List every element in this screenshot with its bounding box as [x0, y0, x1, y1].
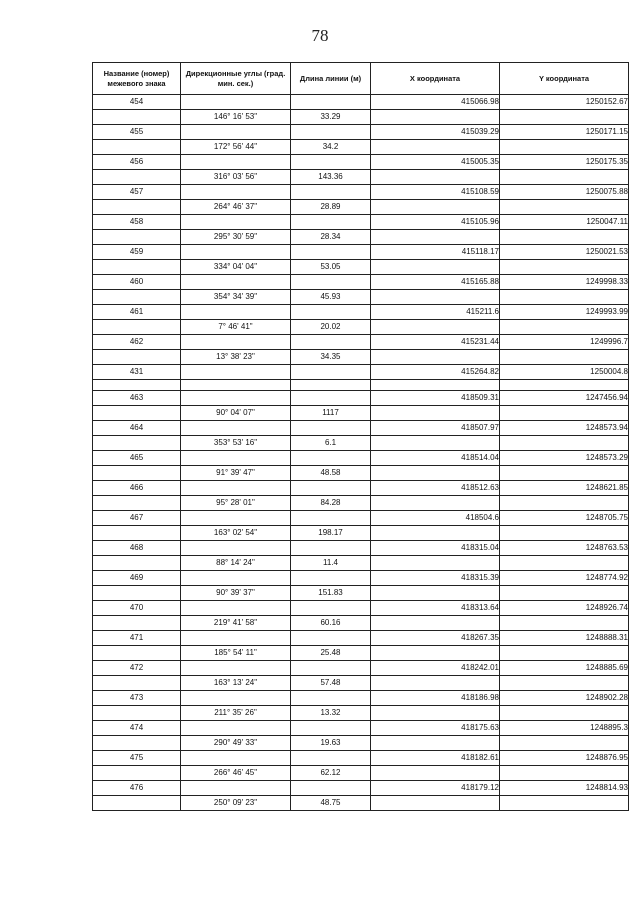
marker-name: 468: [93, 541, 181, 556]
empty-cell: [371, 586, 500, 601]
empty-cell: [181, 125, 291, 140]
point-row: [93, 451, 629, 466]
x-coordinate: 415066.98: [371, 95, 500, 110]
x-coordinate: 415005.35: [371, 155, 500, 170]
line-length: 57.48: [291, 676, 371, 691]
empty-cell: [291, 95, 371, 110]
empty-cell: [500, 796, 629, 811]
point-row: [93, 571, 629, 586]
empty-cell: [93, 406, 181, 421]
point-row: [93, 421, 629, 436]
empty-cell: [500, 380, 629, 391]
empty-cell: [93, 556, 181, 571]
empty-cell: [500, 140, 629, 155]
empty-cell: [500, 436, 629, 451]
segment-row: [93, 466, 629, 481]
point-row: [93, 391, 629, 406]
line-length: 34.2: [291, 140, 371, 155]
point-row: [93, 481, 629, 496]
point-row: [93, 245, 629, 260]
x-coordinate: 418512.63: [371, 481, 500, 496]
empty-cell: [500, 290, 629, 305]
empty-cell: [181, 751, 291, 766]
segment-row: [93, 616, 629, 631]
empty-cell: [371, 380, 500, 391]
point-row: [93, 541, 629, 556]
empty-cell: [93, 140, 181, 155]
y-coordinate: 1249993.99: [500, 305, 629, 320]
y-coordinate: 1248573.94: [500, 421, 629, 436]
empty-cell: [181, 421, 291, 436]
empty-cell: [181, 391, 291, 406]
y-coordinate: 1248573.29: [500, 451, 629, 466]
line-length: 19.63: [291, 736, 371, 751]
marker-name: 467: [93, 511, 181, 526]
empty-cell: [500, 230, 629, 245]
segment-row: [93, 736, 629, 751]
empty-cell: [371, 466, 500, 481]
x-coordinate: 415165.88: [371, 275, 500, 290]
empty-cell: [500, 676, 629, 691]
empty-cell: [500, 736, 629, 751]
segment-row: [93, 110, 629, 125]
line-length: 28.89: [291, 200, 371, 215]
x-coordinate: 415231.44: [371, 335, 500, 350]
empty-cell: [93, 466, 181, 481]
empty-cell: [291, 380, 371, 391]
marker-name: 470: [93, 601, 181, 616]
point-row: [93, 365, 629, 380]
x-coordinate: 415211.6: [371, 305, 500, 320]
y-coordinate: 1250004.8: [500, 365, 629, 380]
empty-cell: [291, 125, 371, 140]
empty-cell: [371, 350, 500, 365]
y-coordinate: 1248621.85: [500, 481, 629, 496]
page-number: 78: [311, 26, 329, 45]
segment-row: [93, 496, 629, 511]
point-row: [93, 95, 629, 110]
empty-cell: [371, 290, 500, 305]
empty-cell: [181, 541, 291, 556]
empty-cell: [93, 616, 181, 631]
y-coordinate: 1248885.69: [500, 661, 629, 676]
empty-cell: [371, 496, 500, 511]
empty-cell: [181, 691, 291, 706]
empty-cell: [181, 661, 291, 676]
empty-cell: [291, 601, 371, 616]
point-row: [93, 601, 629, 616]
x-coordinate: 415108.59: [371, 185, 500, 200]
x-coordinate: 418315.04: [371, 541, 500, 556]
empty-cell: [371, 406, 500, 421]
empty-cell: [291, 691, 371, 706]
header-x-coordinate: X координата: [371, 63, 500, 95]
x-coordinate: 418242.01: [371, 661, 500, 676]
empty-cell: [371, 796, 500, 811]
marker-name: 473: [93, 691, 181, 706]
empty-cell: [371, 260, 500, 275]
empty-cell: [181, 245, 291, 260]
x-coordinate: 418507.97: [371, 421, 500, 436]
segment-row: [93, 706, 629, 721]
empty-cell: [500, 466, 629, 481]
segment-row: [93, 436, 629, 451]
empty-cell: [500, 350, 629, 365]
empty-cell: [371, 646, 500, 661]
directional-angle: 316° 03' 56": [181, 170, 291, 185]
group-separator-row: [93, 380, 629, 391]
empty-cell: [93, 380, 181, 391]
empty-cell: [181, 185, 291, 200]
line-length: 143.36: [291, 170, 371, 185]
empty-cell: [93, 230, 181, 245]
empty-cell: [93, 646, 181, 661]
directional-angle: 219° 41' 58": [181, 616, 291, 631]
empty-cell: [500, 556, 629, 571]
y-coordinate: 1250175.35: [500, 155, 629, 170]
line-length: 11.4: [291, 556, 371, 571]
segment-row: [93, 406, 629, 421]
empty-cell: [371, 140, 500, 155]
marker-name: 474: [93, 721, 181, 736]
empty-cell: [93, 706, 181, 721]
y-coordinate: 1250075.88: [500, 185, 629, 200]
empty-cell: [371, 436, 500, 451]
y-coordinate: 1248774.92: [500, 571, 629, 586]
empty-cell: [181, 365, 291, 380]
empty-cell: [371, 200, 500, 215]
y-coordinate: 1250047.11: [500, 215, 629, 230]
empty-cell: [500, 496, 629, 511]
empty-cell: [93, 796, 181, 811]
marker-name: 456: [93, 155, 181, 170]
empty-cell: [93, 290, 181, 305]
empty-cell: [371, 230, 500, 245]
empty-cell: [291, 275, 371, 290]
segment-row: [93, 350, 629, 365]
x-coordinate: 418186.98: [371, 691, 500, 706]
y-coordinate: 1248705.75: [500, 511, 629, 526]
empty-cell: [371, 110, 500, 125]
line-length: 13.32: [291, 706, 371, 721]
y-coordinate: 1250152.67: [500, 95, 629, 110]
empty-cell: [291, 365, 371, 380]
empty-cell: [181, 380, 291, 391]
directional-angle: 163° 02' 54": [181, 526, 291, 541]
directional-angle: 7° 46' 41": [181, 320, 291, 335]
empty-cell: [181, 511, 291, 526]
empty-cell: [371, 556, 500, 571]
point-row: [93, 751, 629, 766]
empty-cell: [291, 335, 371, 350]
marker-name: 460: [93, 275, 181, 290]
empty-cell: [93, 586, 181, 601]
directional-angle: 266° 46' 45": [181, 766, 291, 781]
line-length: 25.48: [291, 646, 371, 661]
point-row: [93, 721, 629, 736]
segment-row: [93, 320, 629, 335]
empty-cell: [181, 781, 291, 796]
line-length: 1117: [291, 406, 371, 421]
boundary-coordinates-table: [92, 62, 629, 811]
empty-cell: [500, 646, 629, 661]
empty-cell: [291, 185, 371, 200]
directional-angle: 295° 30' 59": [181, 230, 291, 245]
empty-cell: [93, 526, 181, 541]
marker-name: 466: [93, 481, 181, 496]
empty-cell: [500, 766, 629, 781]
directional-angle: 211° 35' 26": [181, 706, 291, 721]
x-coordinate: 418514.04: [371, 451, 500, 466]
directional-angle: 353° 53' 16": [181, 436, 291, 451]
directional-angle: 172° 56' 44": [181, 140, 291, 155]
marker-name: 459: [93, 245, 181, 260]
segment-row: [93, 200, 629, 215]
empty-cell: [93, 170, 181, 185]
segment-row: [93, 646, 629, 661]
empty-cell: [181, 95, 291, 110]
point-row: [93, 781, 629, 796]
marker-name: 476: [93, 781, 181, 796]
y-coordinate: 1248876.95: [500, 751, 629, 766]
header-directional-angle: Дирекционные углы (град. мин. сек.): [181, 63, 291, 95]
marker-name: 457: [93, 185, 181, 200]
line-length: 34.35: [291, 350, 371, 365]
empty-cell: [93, 766, 181, 781]
line-length: 45.93: [291, 290, 371, 305]
directional-angle: 290° 49' 33": [181, 736, 291, 751]
directional-angle: 88° 14' 24": [181, 556, 291, 571]
segment-row: [93, 556, 629, 571]
empty-cell: [291, 155, 371, 170]
point-row: [93, 691, 629, 706]
empty-cell: [291, 631, 371, 646]
directional-angle: 90° 04' 07": [181, 406, 291, 421]
marker-name: 475: [93, 751, 181, 766]
x-coordinate: 418182.61: [371, 751, 500, 766]
empty-cell: [181, 571, 291, 586]
empty-cell: [93, 200, 181, 215]
y-coordinate: 1248902.28: [500, 691, 629, 706]
x-coordinate: 418315.39: [371, 571, 500, 586]
header-marker-name: Название (номер) межевого знака: [93, 63, 181, 95]
empty-cell: [500, 320, 629, 335]
directional-angle: 13° 38' 23": [181, 350, 291, 365]
directional-angle: 354° 34' 39": [181, 290, 291, 305]
marker-name: 463: [93, 391, 181, 406]
empty-cell: [291, 421, 371, 436]
point-row: [93, 185, 629, 200]
empty-cell: [371, 320, 500, 335]
marker-name: 465: [93, 451, 181, 466]
x-coordinate: 418267.35: [371, 631, 500, 646]
empty-cell: [291, 541, 371, 556]
line-length: 151.83: [291, 586, 371, 601]
empty-cell: [500, 526, 629, 541]
empty-cell: [500, 200, 629, 215]
segment-row: [93, 796, 629, 811]
empty-cell: [93, 496, 181, 511]
empty-cell: [500, 586, 629, 601]
point-row: [93, 275, 629, 290]
directional-angle: 264° 46' 37": [181, 200, 291, 215]
directional-angle: 163° 13' 24": [181, 676, 291, 691]
empty-cell: [291, 215, 371, 230]
marker-name: 458: [93, 215, 181, 230]
empty-cell: [371, 706, 500, 721]
line-length: 6.1: [291, 436, 371, 451]
line-length: 33.29: [291, 110, 371, 125]
header-y-coordinate: Y координата: [500, 63, 629, 95]
empty-cell: [93, 350, 181, 365]
line-length: 20.02: [291, 320, 371, 335]
empty-cell: [291, 661, 371, 676]
empty-cell: [500, 706, 629, 721]
empty-cell: [291, 481, 371, 496]
line-length: 60.16: [291, 616, 371, 631]
empty-cell: [181, 155, 291, 170]
line-length: 62.12: [291, 766, 371, 781]
directional-angle: 185° 54' 11": [181, 646, 291, 661]
table-body: [93, 95, 629, 811]
y-coordinate: 1249998.33: [500, 275, 629, 290]
line-length: 53.05: [291, 260, 371, 275]
directional-angle: 250° 09' 23": [181, 796, 291, 811]
point-row: [93, 215, 629, 230]
empty-cell: [291, 511, 371, 526]
x-coordinate: 415264.82: [371, 365, 500, 380]
empty-cell: [93, 320, 181, 335]
segment-row: [93, 140, 629, 155]
empty-cell: [181, 481, 291, 496]
empty-cell: [291, 721, 371, 736]
line-length: 84.28: [291, 496, 371, 511]
point-row: [93, 511, 629, 526]
segment-row: [93, 676, 629, 691]
segment-row: [93, 526, 629, 541]
empty-cell: [93, 260, 181, 275]
y-coordinate: 1247456.94: [500, 391, 629, 406]
y-coordinate: 1248763.53: [500, 541, 629, 556]
marker-name: 469: [93, 571, 181, 586]
empty-cell: [371, 676, 500, 691]
table-header-row: [93, 63, 629, 95]
empty-cell: [371, 526, 500, 541]
y-coordinate: 1248926.74: [500, 601, 629, 616]
empty-cell: [371, 170, 500, 185]
segment-row: [93, 260, 629, 275]
x-coordinate: 418175.63: [371, 721, 500, 736]
line-length: 48.58: [291, 466, 371, 481]
x-coordinate: 418179.12: [371, 781, 500, 796]
marker-name: 472: [93, 661, 181, 676]
empty-cell: [181, 335, 291, 350]
empty-cell: [93, 676, 181, 691]
point-row: [93, 631, 629, 646]
empty-cell: [291, 751, 371, 766]
x-coordinate: 415039.29: [371, 125, 500, 140]
header-line-length: Длина линии (м): [291, 63, 371, 95]
empty-cell: [500, 260, 629, 275]
empty-cell: [500, 170, 629, 185]
empty-cell: [181, 305, 291, 320]
point-row: [93, 305, 629, 320]
y-coordinate: 1249996.7: [500, 335, 629, 350]
y-coordinate: 1250021.53: [500, 245, 629, 260]
directional-angle: 146° 16' 53": [181, 110, 291, 125]
point-row: [93, 335, 629, 350]
segment-row: [93, 290, 629, 305]
x-coordinate: 418313.64: [371, 601, 500, 616]
empty-cell: [181, 451, 291, 466]
point-row: [93, 125, 629, 140]
marker-name: 464: [93, 421, 181, 436]
empty-cell: [371, 766, 500, 781]
empty-cell: [291, 451, 371, 466]
directional-angle: 95° 28' 01": [181, 496, 291, 511]
marker-name: 455: [93, 125, 181, 140]
empty-cell: [181, 215, 291, 230]
empty-cell: [291, 245, 371, 260]
empty-cell: [181, 721, 291, 736]
empty-cell: [181, 601, 291, 616]
y-coordinate: 1248895.3: [500, 721, 629, 736]
empty-cell: [371, 616, 500, 631]
empty-cell: [181, 631, 291, 646]
segment-row: [93, 170, 629, 185]
marker-name: 471: [93, 631, 181, 646]
marker-name: 454: [93, 95, 181, 110]
x-coordinate: 415118.17: [371, 245, 500, 260]
marker-name: 462: [93, 335, 181, 350]
x-coordinate: 418509.31: [371, 391, 500, 406]
empty-cell: [93, 436, 181, 451]
empty-cell: [181, 275, 291, 290]
x-coordinate: 418504.6: [371, 511, 500, 526]
marker-name: 461: [93, 305, 181, 320]
empty-cell: [371, 736, 500, 751]
x-coordinate: 415105.96: [371, 215, 500, 230]
directional-angle: 334° 04' 04": [181, 260, 291, 275]
point-row: [93, 661, 629, 676]
directional-angle: 91° 39' 47": [181, 466, 291, 481]
empty-cell: [93, 736, 181, 751]
empty-cell: [93, 110, 181, 125]
y-coordinate: 1248814.93: [500, 781, 629, 796]
empty-cell: [291, 781, 371, 796]
segment-row: [93, 586, 629, 601]
point-row: [93, 155, 629, 170]
empty-cell: [291, 305, 371, 320]
directional-angle: 90° 39' 37": [181, 586, 291, 601]
empty-cell: [291, 391, 371, 406]
y-coordinate: 1250171.15: [500, 125, 629, 140]
line-length: 48.75: [291, 796, 371, 811]
y-coordinate: 1248888.31: [500, 631, 629, 646]
segment-row: [93, 230, 629, 245]
empty-cell: [500, 616, 629, 631]
marker-name: 431: [93, 365, 181, 380]
empty-cell: [500, 110, 629, 125]
line-length: 198.17: [291, 526, 371, 541]
line-length: 28.34: [291, 230, 371, 245]
empty-cell: [291, 571, 371, 586]
empty-cell: [500, 406, 629, 421]
segment-row: [93, 766, 629, 781]
